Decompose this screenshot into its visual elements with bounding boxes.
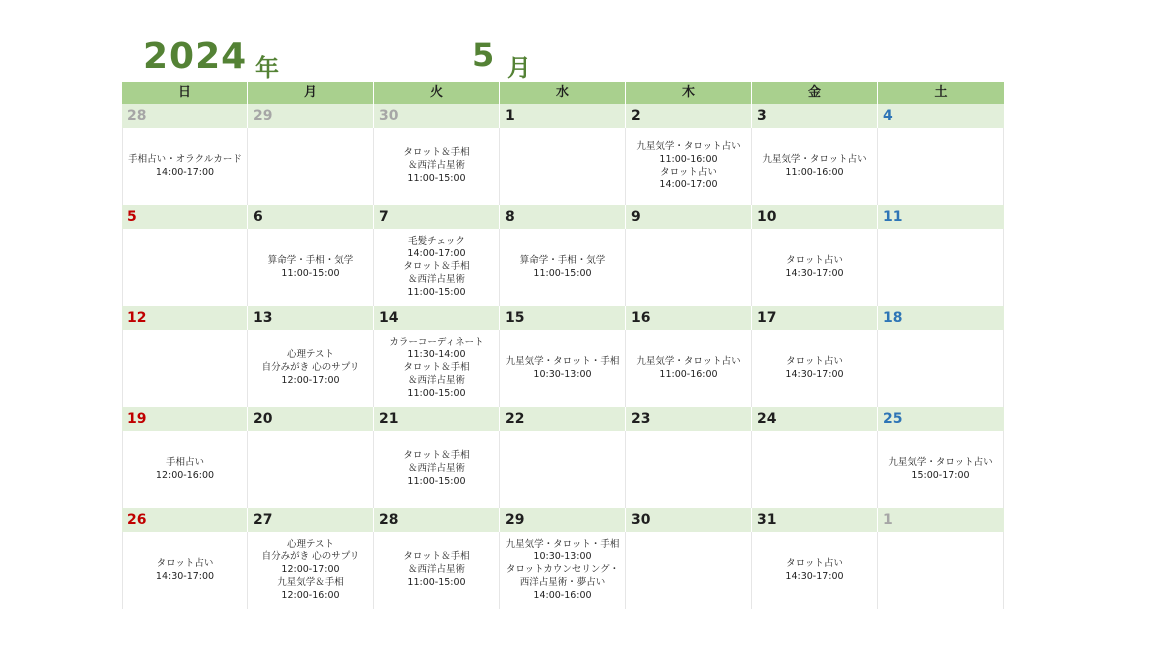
event-text: 11:00-15:00 (407, 172, 466, 184)
day-number: 29 (500, 508, 626, 532)
day-number: 28 (374, 508, 500, 532)
event-text: 14:30-17:00 (785, 368, 844, 380)
day-number: 30 (374, 104, 500, 128)
event-cell (500, 532, 626, 609)
event-text: 14:00-16:00 (533, 589, 592, 601)
event-text: 14:00-17:00 (407, 248, 466, 260)
day-number: 13 (248, 306, 374, 330)
events-row (122, 128, 1004, 205)
event-text: タロット＆手相 (403, 147, 470, 159)
day-number: 30 (626, 508, 752, 532)
event-cell (374, 330, 500, 407)
day-number: 9 (626, 205, 752, 229)
event-text: タロット＆手相 (403, 551, 470, 563)
day-number: 1 (883, 512, 893, 528)
event-text: 西洋占星術・夢占い (519, 576, 606, 588)
event-text: ＆西洋占星術 (407, 374, 465, 386)
event-cell (878, 128, 1004, 205)
events-row (122, 431, 1004, 508)
event-text: タロット占い (786, 557, 843, 569)
weekday-header-row (122, 82, 1004, 104)
event-text: 11:00-15:00 (533, 267, 592, 279)
event-cell (500, 330, 626, 407)
event-cell (248, 532, 374, 609)
event-text: 算命学・手相・気学 (267, 254, 354, 266)
event-text: タロット占い (156, 557, 214, 569)
event-cell (626, 532, 752, 609)
event-text: 14:30-17:00 (785, 570, 844, 582)
calendar-week (122, 205, 1004, 306)
event-text: タロット占い (786, 355, 843, 367)
event-text: 算命学・手相・気学 (519, 254, 606, 266)
event-cell (122, 128, 248, 205)
event-text: 14:00-17:00 (659, 179, 718, 191)
day-number: 11 (883, 209, 903, 225)
day-number: 15 (500, 306, 626, 330)
day-number: 20 (248, 407, 374, 431)
date-row (122, 508, 1004, 532)
event-text: 九星気学・タロット占い (636, 141, 741, 153)
event-text: 心理テスト (286, 349, 335, 361)
event-text: 10:30-13:00 (533, 551, 592, 563)
event-text: 10:30-13:00 (533, 368, 592, 380)
event-cell (752, 431, 878, 508)
event-text: 毛髪チェック (408, 235, 465, 247)
event-cell (626, 229, 752, 306)
day-number: 31 (752, 508, 878, 532)
weekday-saturday: 土 (934, 85, 948, 100)
calendar-grid (122, 82, 1004, 609)
event-cell (122, 229, 248, 306)
event-text: 11:00-15:00 (407, 475, 466, 487)
event-text: ＆西洋占星術 (407, 564, 465, 576)
event-text: 九星気学・タロット・手相 (505, 538, 620, 550)
event-cell (752, 330, 878, 407)
day-number: 7 (374, 205, 500, 229)
day-number: 4 (883, 108, 893, 124)
event-text: 12:00-17:00 (281, 564, 340, 576)
event-text: 九星気学・タロット・手相 (505, 355, 620, 367)
event-cell (374, 128, 500, 205)
month-number: 5 (472, 36, 495, 74)
day-number: 25 (883, 411, 903, 427)
event-text: 心理テスト (286, 538, 335, 550)
event-text: 11:00-15:00 (407, 576, 466, 588)
event-cell (374, 229, 500, 306)
events-row (122, 532, 1004, 609)
date-row (122, 407, 1004, 431)
event-text: 14:30-17:00 (785, 267, 844, 279)
event-cell (374, 532, 500, 609)
event-text: 12:00-16:00 (281, 589, 340, 601)
event-text: ＆西洋占星術 (407, 463, 465, 475)
event-text: タロット占い (660, 166, 717, 178)
event-cell (500, 229, 626, 306)
event-text: タロット＆手相 (403, 450, 470, 462)
event-text: 九星気学・タロット占い (888, 456, 993, 468)
event-cell (626, 431, 752, 508)
event-text: タロット＆手相 (403, 362, 470, 374)
event-cell (248, 128, 374, 205)
day-number: 23 (626, 407, 752, 431)
day-number: 5 (122, 205, 248, 229)
event-text: ＆西洋占星術 (407, 160, 465, 172)
day-number: 14 (374, 306, 500, 330)
event-cell (500, 128, 626, 205)
event-cell (248, 330, 374, 407)
day-number: 21 (374, 407, 500, 431)
calendar-week (122, 407, 1004, 508)
event-cell (752, 532, 878, 609)
day-number: 3 (752, 104, 878, 128)
event-text: 九星気学・タロット占い (636, 355, 741, 367)
event-cell (752, 229, 878, 306)
event-cell (878, 229, 1004, 306)
day-number: 28 (122, 104, 248, 128)
day-number: 8 (500, 205, 626, 229)
year-number: 2024 (143, 36, 248, 77)
event-text: 12:00-16:00 (155, 469, 215, 481)
year-label: 年 (255, 54, 279, 82)
event-cell (248, 229, 374, 306)
event-text: タロット＆手相 (403, 261, 470, 273)
event-cell (122, 532, 248, 609)
event-text: 九星気学＆手相 (277, 576, 344, 588)
event-text: 11:00-16:00 (785, 166, 844, 178)
event-text: 11:30-14:00 (407, 349, 466, 361)
day-number: 19 (122, 407, 248, 431)
event-cell (626, 330, 752, 407)
event-text: 11:00-15:00 (407, 286, 466, 298)
calendar-week (122, 306, 1004, 407)
event-text: タロットカウンセリング・ (505, 564, 620, 576)
event-text: 11:00-15:00 (281, 267, 340, 279)
event-text: 手相占い・オラクルカード (128, 153, 242, 165)
event-text: 12:00-17:00 (281, 374, 340, 386)
events-row (122, 330, 1004, 407)
event-text: 自分みがき 心のサプリ (261, 551, 360, 563)
weekday-monday: 月 (248, 82, 374, 104)
event-text: 九星気学・タロット占い (762, 153, 867, 165)
event-text: ＆西洋占星術 (407, 273, 465, 285)
weekday-friday: 金 (752, 82, 878, 104)
calendar-weeks (122, 104, 1004, 609)
event-text: タロット占い (786, 254, 843, 266)
day-number: 27 (248, 508, 374, 532)
event-cell (248, 431, 374, 508)
date-row (122, 104, 1004, 128)
day-number: 1 (500, 104, 626, 128)
date-row (122, 306, 1004, 330)
calendar-week (122, 104, 1004, 205)
event-text: 自分みがき 心のサプリ (261, 362, 360, 374)
month-label: 月 (507, 54, 531, 82)
event-cell (374, 431, 500, 508)
events-row (122, 229, 1004, 306)
event-cell (626, 128, 752, 205)
day-number: 26 (122, 508, 248, 532)
day-number: 6 (248, 205, 374, 229)
day-number: 16 (626, 306, 752, 330)
event-text: 11:00-16:00 (659, 153, 718, 165)
event-text: カラーコーディネート (389, 336, 484, 348)
event-cell (500, 431, 626, 508)
event-cell (122, 431, 248, 508)
weekday-wednesday: 水 (500, 82, 626, 104)
weekday-sunday: 日 (122, 82, 248, 104)
weekday-thursday: 木 (626, 82, 752, 104)
event-cell (878, 532, 1004, 609)
day-number: 18 (883, 310, 903, 326)
event-cell (878, 330, 1004, 407)
day-number: 17 (752, 306, 878, 330)
event-cell (122, 330, 248, 407)
day-number: 2 (626, 104, 752, 128)
date-row (122, 205, 1004, 229)
event-text: 15:00-17:00 (911, 469, 970, 481)
day-number: 10 (752, 205, 878, 229)
day-number: 29 (248, 104, 374, 128)
event-cell (878, 431, 1004, 508)
event-text: 14:30-17:00 (155, 570, 215, 582)
event-text: 14:00-17:00 (155, 166, 215, 178)
event-text: 11:00-16:00 (659, 368, 718, 380)
calendar-week (122, 508, 1004, 609)
day-number: 24 (752, 407, 878, 431)
event-text: 11:00-15:00 (407, 387, 466, 399)
day-number: 22 (500, 407, 626, 431)
event-text: 手相占い (165, 456, 204, 468)
weekday-tuesday: 火 (374, 82, 500, 104)
event-cell (752, 128, 878, 205)
day-number: 12 (122, 306, 248, 330)
